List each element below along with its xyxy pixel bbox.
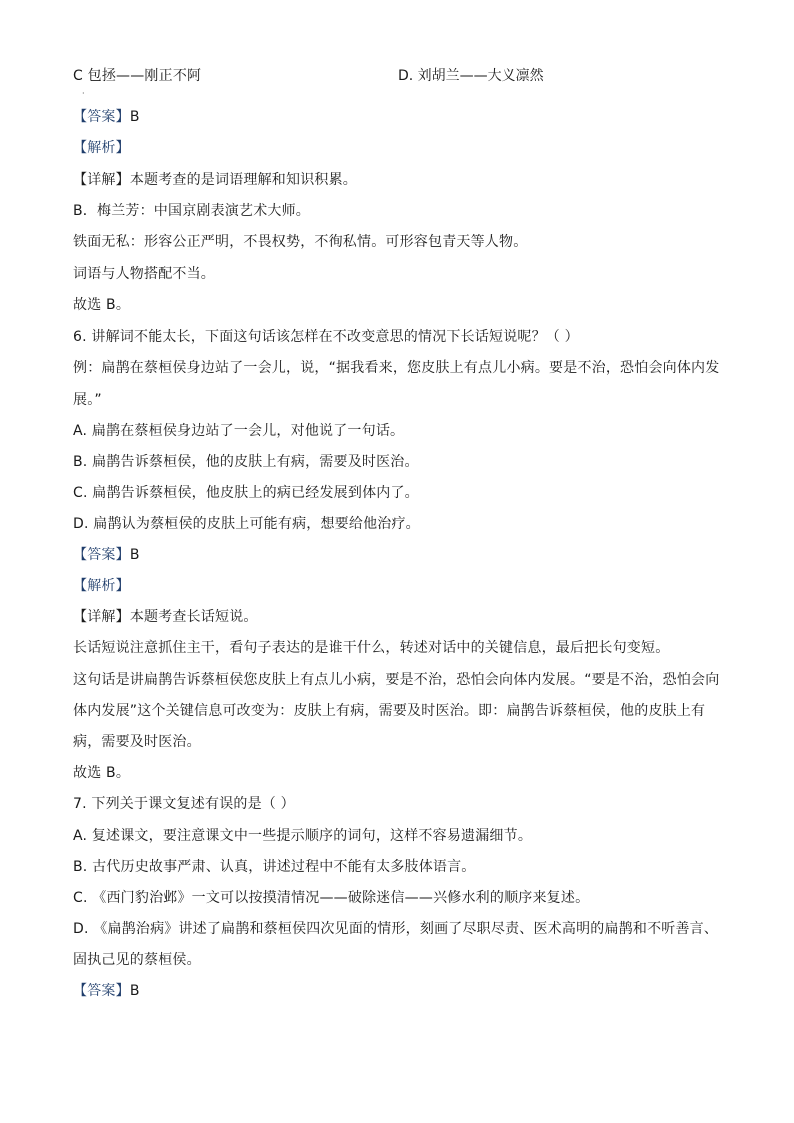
q6-option-c: C. 扁鹊告诉蔡桓侯，他皮肤上的病已经发展到体内了。 xyxy=(73,485,419,501)
q7-option-d: D. 《扁鹊治病》讲述了扁鹊和蔡桓侯四次见面的情形，刻画了尽职尽责、医术高明的扁鹊和不听善言、 xyxy=(73,921,719,937)
q6-option-a: A. 扁鹊在蔡桓侯身边站了一会儿，对他说了一句话。 xyxy=(73,423,405,439)
q7-option-c: C. 《西门豹治邺》一文可以按摸清情况——破除迷信——兴修水利的顺序来复述。 xyxy=(73,890,590,906)
q6-example: 展。” xyxy=(73,392,102,408)
q5-option-d: D. 刘胡兰——大义凛然 xyxy=(398,68,544,84)
answer-value: B xyxy=(129,547,140,563)
answer-tag: 【答案】 xyxy=(73,109,130,125)
detail-tag: 【详解】 xyxy=(73,609,130,625)
q5-answer xyxy=(73,107,140,127)
q6-line: 长话短说注意抓住主干，看句子表达的是谁干什么，转述对话中的关键信息，最后把长句变短。 xyxy=(73,640,670,656)
q6-line: 病，需要及时医治。 xyxy=(73,734,201,750)
q6-analysis-tag: 【解析】 xyxy=(73,578,130,594)
q7-answer xyxy=(73,981,140,1001)
answer-tag: 【答案】 xyxy=(73,547,130,563)
q5-detail xyxy=(73,170,357,190)
q6-answer xyxy=(73,545,140,565)
answer-value: B xyxy=(129,983,140,999)
q6-question: 6. 讲解词不能太长，下面这句话该怎样在不改变意思的情况下长话短说呢？（ ） xyxy=(73,329,579,345)
q6-line: 体内发展”这个关键信息可改变为：皮肤上有病，需要及时医治。即：扁鹊告诉蔡桓侯，他的皮肤上有 xyxy=(73,703,706,719)
detail-text: 本题考查长话短说。 xyxy=(129,609,258,625)
q6-example: 例：扁鹊在蔡桓侯身边站了一会儿，说，“据我看来，您皮肤上有点儿小病。要是不治，恐怕会向体内发 xyxy=(73,360,720,376)
q6-line: 这句话是讲扁鹊告诉蔡桓侯您皮肤上有点儿小病，要是不治，恐怕会向体内发展。“要是不治，恐怕会向 xyxy=(73,672,720,688)
q5-line: 词语与人物搭配不当。 xyxy=(73,266,215,282)
stray-dot: · xyxy=(82,89,85,98)
q5-line: 铁面无私：形容公正严明，不畏权势，不徇私情。可形容包青天等人物。 xyxy=(73,234,528,250)
answer-value: B xyxy=(129,109,140,125)
q7-option-a: A. 复述课文，要注意课文中一些提示顺序的词句，这样不容易遗漏细节。 xyxy=(73,828,533,844)
q6-line: 故选 B。 xyxy=(73,765,131,781)
q7-option-b: B. 古代历史故事严肃、认真，讲述过程中不能有太多肢体语言。 xyxy=(73,859,476,875)
detail-text: 本题考查的是词语理解和知识积累。 xyxy=(129,172,358,188)
detail-tag: 【详解】 xyxy=(73,172,130,188)
q5-line: B．梅兰芳：中国京剧表演艺术大师。 xyxy=(73,203,311,219)
q6-option-b: B. 扁鹊告诉蔡桓侯，他的皮肤上有病，需要及时医治。 xyxy=(73,454,419,470)
q6-option-d: D. 扁鹊认为蔡桓侯的皮肤上可能有病，想要给他治疗。 xyxy=(73,516,420,532)
q5-option-c: C 包拯——刚正不阿 xyxy=(73,68,202,84)
q7-option-d-cont: 固执己见的蔡桓侯。 xyxy=(73,952,201,968)
q7-question: 7. 下列关于课文复述有误的是（ ） xyxy=(73,796,295,812)
q5-line: 故选 B。 xyxy=(73,297,131,313)
answer-tag: 【答案】 xyxy=(73,983,130,999)
q5-analysis-tag: 【解析】 xyxy=(73,140,130,156)
q6-detail xyxy=(73,607,258,627)
